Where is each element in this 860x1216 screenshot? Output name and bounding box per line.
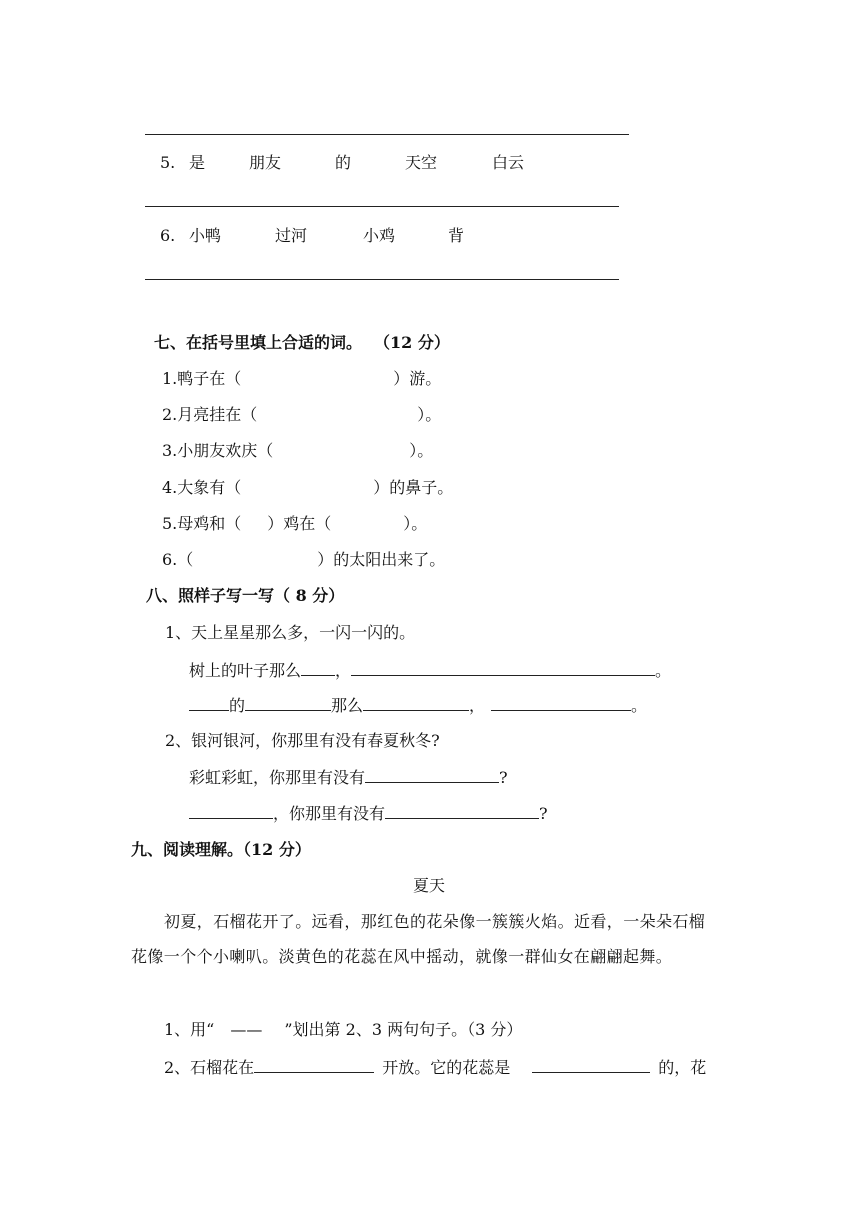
word: 朋友 xyxy=(249,153,282,172)
answer-blank[interactable] xyxy=(245,695,331,711)
answer-blank[interactable] xyxy=(385,803,539,819)
question-1: 1、用“ —— ”划出第 2、3 两句句子。（3 分） xyxy=(164,1020,523,1039)
answer-line-6 xyxy=(145,279,619,280)
imitation-line-1b: 的 那么 ， 。 xyxy=(189,695,647,716)
answer-blank[interactable] xyxy=(189,803,273,819)
word: 的 xyxy=(335,153,352,172)
passage-line-2: 花像一个个小喇叭。淡黄色的花蕊在风中摇动，就像一群仙女在翩翩起舞。 xyxy=(131,947,673,966)
fill-item-2: 2.月亮挂在（ ）。 xyxy=(162,405,442,424)
answer-blank[interactable] xyxy=(351,660,655,676)
item-number: 6. xyxy=(160,226,176,245)
fill-item-1: 1.鸭子在（ ）游。 xyxy=(162,369,442,388)
fill-item-5: 5.母鸡和（ ）鸡在（ ）。 xyxy=(162,514,428,533)
answer-blank[interactable] xyxy=(491,695,631,711)
word: 小鸡 xyxy=(363,226,396,245)
answer-blank[interactable] xyxy=(189,695,229,711)
fill-item-3: 3.小朋友欢庆（ ）。 xyxy=(162,441,434,460)
passage-line-1: 初夏，石榴花开了。远看，那红色的花朵像一簇簇火焰。近看，一朵朵石榴 xyxy=(164,912,706,931)
example-sentence-1: 1、天上星星那么多，一闪一闪的。 xyxy=(165,623,416,642)
item-number: 5. xyxy=(160,153,176,172)
section-title: 七、在括号里填上合适的词。 （12 分） xyxy=(154,333,450,352)
word: 小鸭 xyxy=(189,226,222,245)
word: 白云 xyxy=(492,153,525,172)
example-sentence-2: 2、银河银河，你那里有没有春夏秋冬? xyxy=(165,731,440,750)
section-title: 九、阅读理解。（12 分） xyxy=(131,840,311,859)
question-2: 2、石榴花在 开放。它的花蕊是 的，花 xyxy=(164,1058,707,1077)
passage-title: 夏天 xyxy=(413,876,446,895)
answer-line-5 xyxy=(145,206,619,207)
word: 天空 xyxy=(405,153,438,172)
imitation-line-2a: 彩虹彩虹，你那里有没有 ? xyxy=(189,768,508,787)
word: 过河 xyxy=(275,226,308,245)
fill-item-6: 6.（ ）的太阳出来了。 xyxy=(162,550,446,569)
section-title: 八、照样子写一写（ 8 分） xyxy=(146,586,345,605)
word: 背 xyxy=(448,226,465,245)
answer-blank[interactable] xyxy=(532,1057,650,1073)
imitation-line-2b: ，你那里有没有 ? xyxy=(189,803,548,824)
answer-blank[interactable] xyxy=(363,695,469,711)
answer-blank[interactable] xyxy=(301,660,335,676)
answer-blank[interactable] xyxy=(365,767,499,783)
imitation-line-1a: 树上的叶子那么 ， 。 xyxy=(189,661,672,680)
word: 是 xyxy=(189,153,206,172)
fill-item-4: 4.大象有（ ）的鼻子。 xyxy=(162,478,454,497)
answer-line-4 xyxy=(145,134,629,135)
answer-blank[interactable] xyxy=(254,1057,374,1073)
